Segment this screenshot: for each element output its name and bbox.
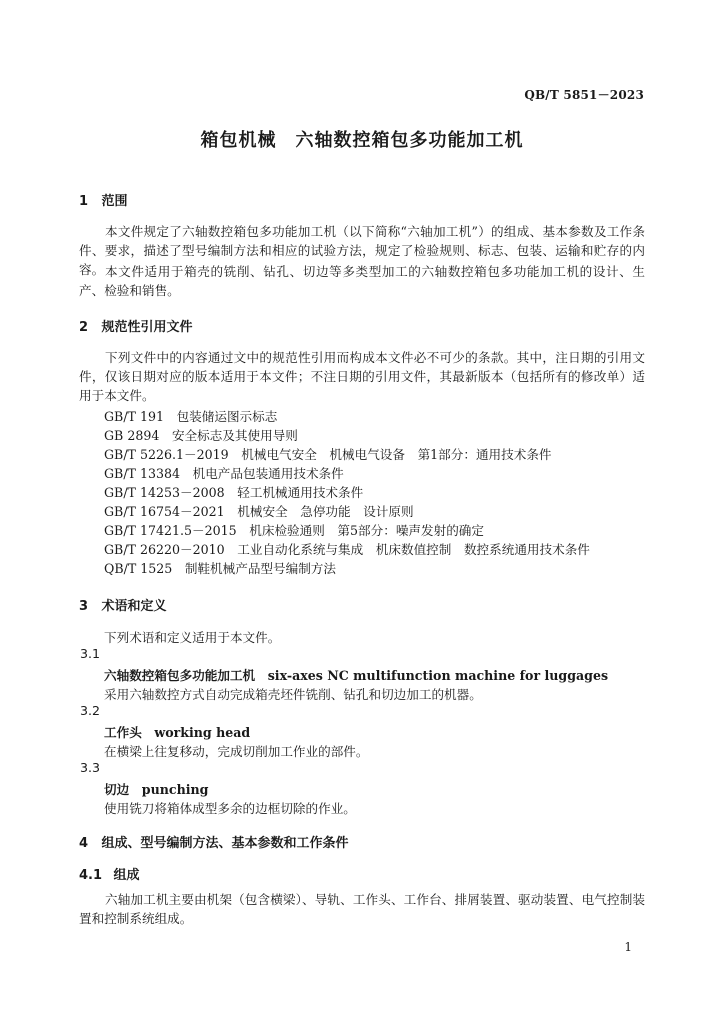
section-title: 范围 <box>101 194 128 209</box>
section-number: 2 <box>79 320 89 335</box>
reference-item: QB/T 1525 制鞋机械产品型号编制方法 <box>104 561 336 576</box>
standard-number: QB/T 5851－2023 <box>524 88 644 102</box>
term-number: 3.1 <box>80 646 101 661</box>
reference-item: GB/T 26220－2010 工业自动化系统与集成 机床数值控制 数控系统通用技术条件 <box>104 542 590 557</box>
subsection-4-1-heading <box>79 864 140 883</box>
section-1-heading <box>79 190 128 209</box>
page-number: 1 <box>624 940 632 954</box>
section-number: 4 <box>79 836 89 851</box>
term-name: 工作头 working head <box>104 725 251 740</box>
term-definition: 在横梁上往复移动，完成切削加工作业的部件。 <box>104 744 369 759</box>
section-1-paragraph-1: 本文件规定了六轴数控箱包多功能加工机（以下简称“六轴加工机”）的组成、基本参数及工作条件、要求，描述了型号编制方法和相应的试验方法，规定了检验规则、标志、包装、运输和贮存的内容。 <box>79 224 645 277</box>
section-4-paragraph-1: 六轴加工机主要由机架（包含横梁）、导轨、工作头、工作台、排屑装置、驱动装置、电气控制装置和控制系统组成。 <box>79 892 645 926</box>
section-3-heading <box>79 595 167 614</box>
reference-item: GB/T 14253－2008 轻工机械通用技术条件 <box>104 485 364 500</box>
section-title: 组成、型号编制方法、基本参数和工作条件 <box>101 836 349 851</box>
reference-item: GB/T 17421.5－2015 机床检验通则 第5部分：噪声发射的确定 <box>104 523 484 538</box>
subsection-title: 组成 <box>113 868 140 883</box>
section-2-heading <box>79 316 193 335</box>
section-title: 规范性引用文件 <box>101 320 193 335</box>
reference-item: GB/T 5226.1－2019 机械电气安全 机械电气设备 第1部分：通用技术条件 <box>104 447 552 462</box>
term-definition: 采用六轴数控方式自动完成箱壳坯件铣削、钻孔和切边加工的机器。 <box>104 687 482 702</box>
section-number: 1 <box>79 194 89 209</box>
reference-item: GB/T 13384 机电产品包装通用技术条件 <box>104 466 344 481</box>
term-name: 切边 punching <box>104 782 209 797</box>
reference-item: GB 2894 安全标志及其使用导则 <box>104 428 298 443</box>
document-title: 箱包机械 六轴数控箱包多功能加工机 <box>200 130 524 151</box>
section-number: 3 <box>79 599 89 614</box>
subsection-number: 4.1 <box>79 868 103 883</box>
term-definition: 使用铣刀将箱体成型多余的边框切除的作业。 <box>104 801 356 816</box>
section-3-intro: 下列术语和定义适用于本文件。 <box>104 630 281 645</box>
section-1-paragraph-2: 本文件适用于箱壳的铣削、钻孔、切边等多类型加工的六轴数控箱包多功能加工机的设计、生产、检验和销售。 <box>79 264 645 298</box>
term-number: 3.3 <box>80 760 101 775</box>
reference-item: GB/T 16754－2021 机械安全 急停功能 设计原则 <box>104 504 414 519</box>
term-number: 3.2 <box>80 703 101 718</box>
section-4-heading <box>79 832 349 851</box>
term-name: 六轴数控箱包多功能加工机 six-axes NC multifunction machine for luggages <box>104 668 609 683</box>
section-title: 术语和定义 <box>101 599 167 614</box>
reference-item: GB/T 191 包装储运图示标志 <box>104 409 278 424</box>
section-2-intro: 下列文件中的内容通过文中的规范性引用而构成本文件必不可少的条款。其中，注日期的引用文件，仅该日期对应的版本适用于本文件；不注日期的引用文件，其最新版本（包括所有的修改单）适用于本文件。 <box>79 350 645 403</box>
